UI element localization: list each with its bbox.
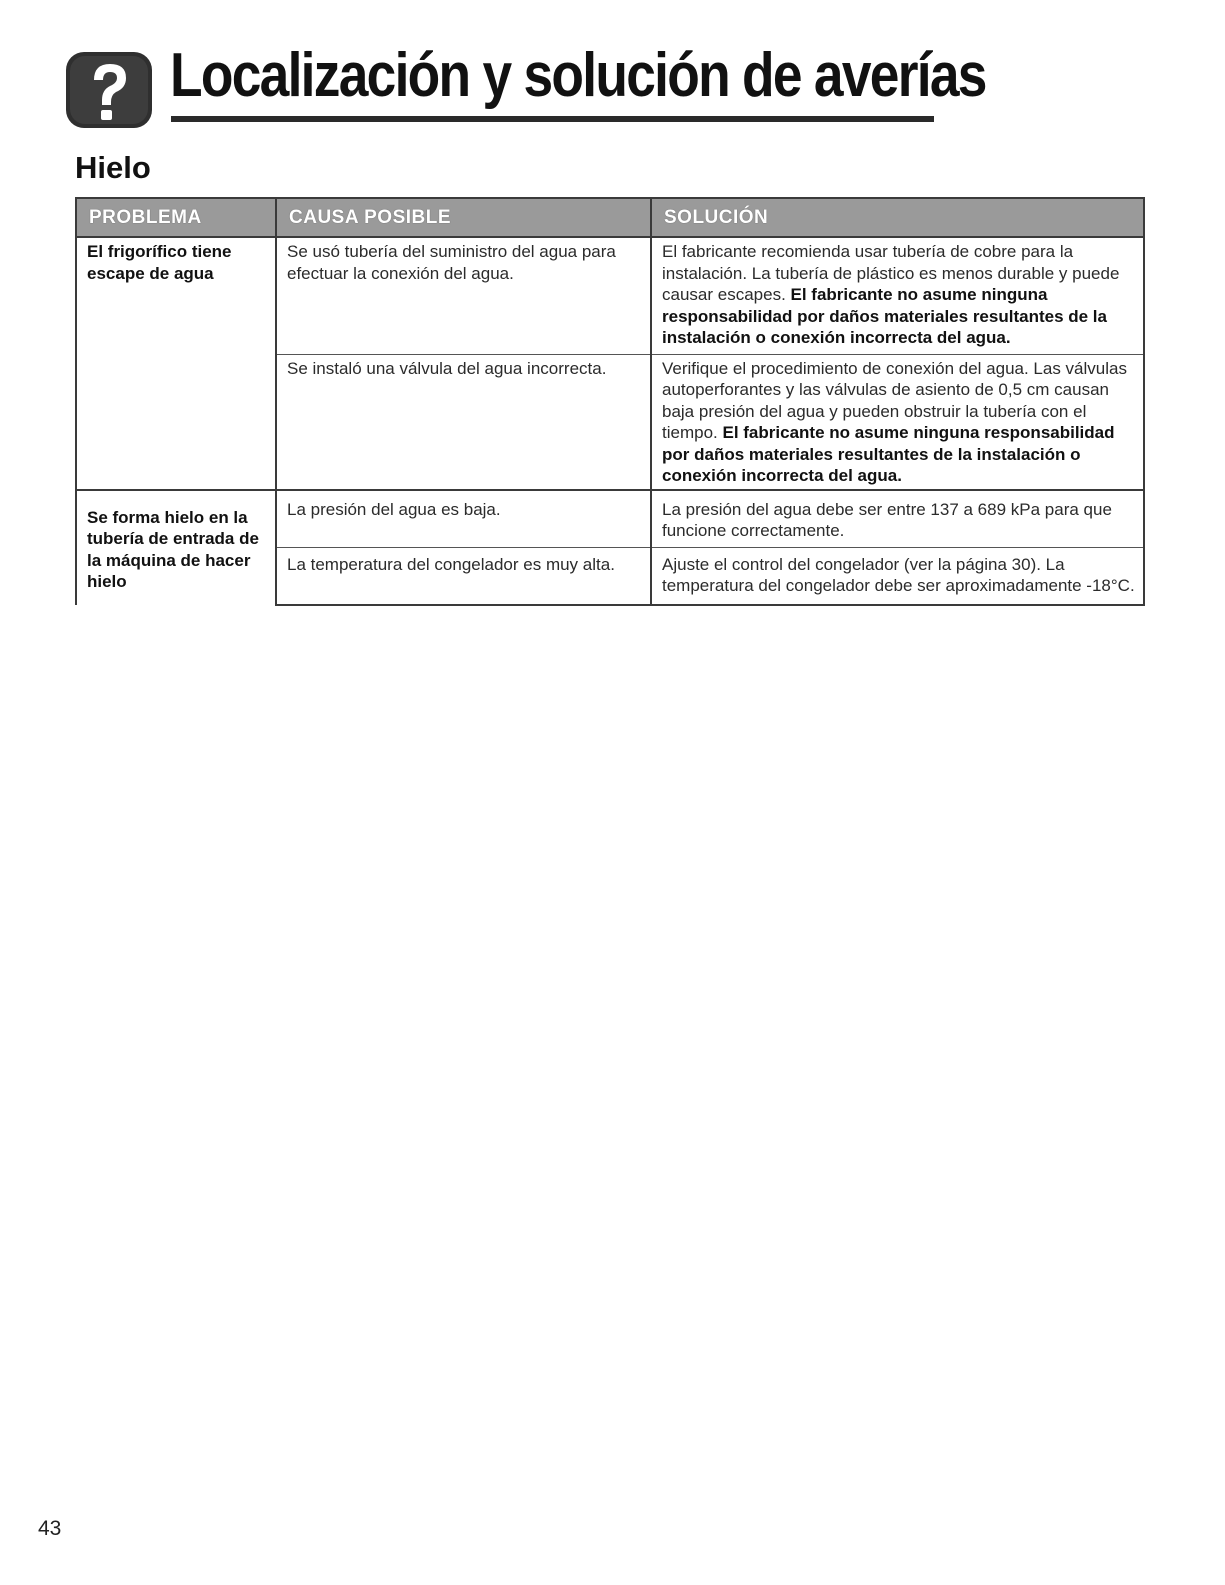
solution-text: El fabricante recomienda usar tubería de cobre para la instalación. La tubería de plástico es menos durable y puede causar escapes. [662, 242, 1120, 304]
cause-cell: Se usó tubería del suministro del agua para efectuar la conexión del agua. [276, 237, 651, 354]
troubleshooting-table [75, 197, 1145, 606]
problem-cell: Se forma hielo en la tubería de entrada de la máquina de hacer hielo [76, 490, 276, 605]
cause-cell: La temperatura del congelador es muy alta. [276, 547, 651, 605]
cause-cell: La presión del agua es baja. [276, 490, 651, 548]
solution-warning: El fabricante no asume ninguna responsabilidad por daños materiales resultantes de la instalación o conexión incorrecta del agua. [662, 423, 1115, 485]
header-problem: PROBLEMA [76, 198, 276, 237]
header-cause: CAUSA POSIBLE [276, 198, 651, 237]
page-header [64, 40, 986, 130]
table-header-row [76, 198, 1144, 237]
page-title: Localización y solución de averías [170, 41, 986, 110]
section-title: Hielo [75, 150, 151, 185]
question-mark-icon [64, 50, 154, 130]
solution-cell [651, 354, 1144, 490]
solution-text: Verifique el procedimiento de conexión del agua. Las válvulas autoperforantes y las válvulas de asiento de 0,5 cm causan baja presión del agua y pueden obstruir la tubería con el tiempo. [662, 358, 1127, 442]
table-row [76, 490, 1144, 548]
solution-cell [651, 490, 1144, 548]
solution-warning: El fabricante no asume ninguna responsabilidad por daños materiales resultantes de la instalación o conexión incorrecta del agua. [662, 285, 1107, 347]
problem-cell: El frigorífico tiene escape de agua [76, 237, 276, 490]
header-solution: SOLUCIÓN [651, 198, 1144, 237]
solution-text: La presión del agua debe ser entre 137 a 689 kPa para que funcione correctamente. [662, 499, 1112, 540]
solution-cell [651, 547, 1144, 605]
cause-cell: Se instaló una válvula del agua incorrecta. [276, 354, 651, 490]
page-number: 43 [38, 1517, 62, 1540]
solution-text: Ajuste el control del congelador (ver la página 30). La temperatura del congelador debe ser aproximadamente -18°C. [662, 554, 1135, 595]
title-underline [171, 116, 934, 122]
solution-cell [651, 237, 1144, 354]
table-row [76, 237, 1144, 354]
